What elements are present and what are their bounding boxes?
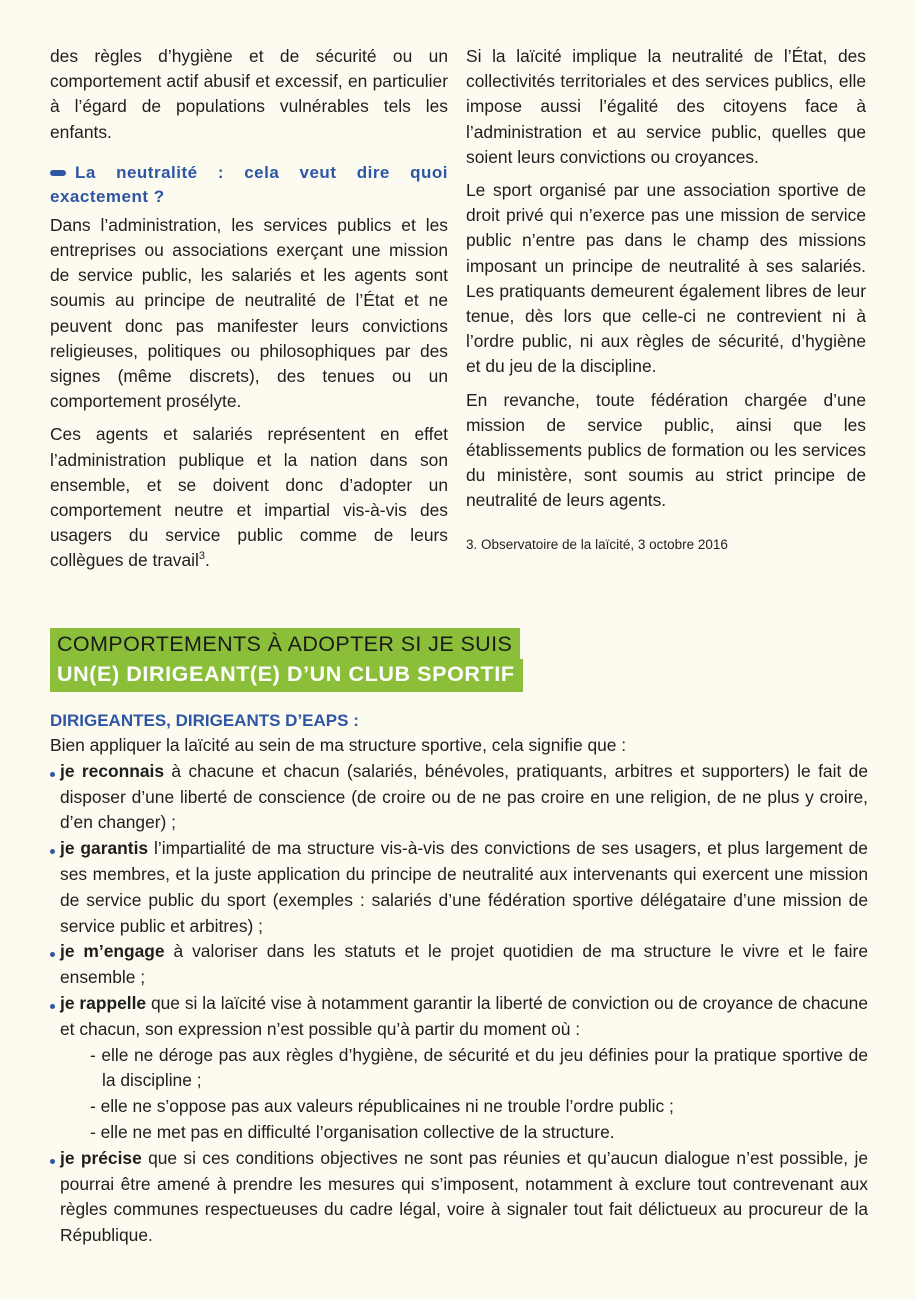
list-item — [50, 1146, 868, 1249]
bullet-text: que si la laïcité vise à notamment garantir la liberté de conviction ou de croyance de chacune et chacun, son expression n’est possible qu’à partir du moment où : — [60, 992, 868, 1039]
footnote-ref: 3 — [198, 550, 205, 563]
paragraph: En revanche, toute fédération chargée d’une mission de service public, ainsi que les établissements publics de formation ou les services du ministère, sont soumis au strict principe de neutralité de leurs agents. — [466, 389, 866, 511]
paragraph: Le sport organisé par une association sportive de droit privé qui n’exerce pas une mission de service public n’entre pas dans le champ des missions imposant un principe de neutralité à ses salariés. Les pratiquants demeurent également libres de leur tenue, dès lors que celle-ci ne contrevient ni à l’ordre public, ni aux règles de sécurité, d’hygiène et du jeu de la discipline. — [466, 180, 866, 377]
sub-list-item: - elle ne met pas en difficulté l’organisation collective de la structure. — [90, 1121, 615, 1142]
paragraph — [50, 422, 448, 573]
sub-list — [60, 1043, 868, 1146]
dash-bullet-icon — [50, 170, 66, 176]
bullet-list — [50, 759, 868, 1249]
paragraph: des règles d’hygiène et de sécurité ou un comportement actif abusif et excessif, en particulier à l’égard de populations vulnérables tels les enfants. — [50, 46, 448, 142]
bullet-bold: je reconnais — [60, 760, 165, 781]
paragraph-text: Ces agents et salariés représentent en effet l’administration publique et la nation dans son ensemble, et se doivent donc d’adopter un comportement neutre et impartial vis-à-vis des usagers du service public comme de leurs collègues de travail — [50, 424, 448, 571]
bullet-bold: je garantis — [60, 838, 149, 859]
bullet-dot-icon — [50, 1159, 55, 1164]
list-item — [50, 836, 868, 939]
list-item — [50, 991, 868, 1146]
bullet-dot-icon — [50, 849, 55, 854]
bullet-dot-icon — [50, 952, 55, 957]
bullet-text: que si ces conditions objectives ne sont pas réunies et qu’aucun dialogue n’est possible, je pourrai être amené à prendre les mesures qui s’imposent, notamment à exclure tout contrevenant aux règles communes respectueuses du cadre légal, voire à signaler tout fait délictueux au procureur de la République. — [60, 1147, 868, 1246]
bullet-bold: je précise — [60, 1147, 142, 1168]
subheading-text: La neutralité : cela veut dire quoi exactement ? — [50, 162, 448, 206]
section-banner — [50, 628, 523, 692]
bullet-text: à valoriser dans les statuts et le projet quotidien de ma structure le vivre et le faire ensemble ; — [60, 941, 868, 988]
banner-line-2: UN(E) DIRIGEANT(E) D’UN CLUB SPORTIF — [50, 659, 523, 692]
left-column — [50, 44, 448, 582]
right-column — [466, 44, 866, 562]
bullet-bold: je m’engage — [60, 941, 165, 962]
bullet-dot-icon — [50, 772, 55, 777]
bullet-bold: je rappelle — [60, 992, 147, 1013]
sub-list-item: - elle ne s’oppose pas aux valeurs républicaines ni ne trouble l’ordre public ; — [90, 1096, 674, 1117]
paragraph: Si la laïcité implique la neutralité de l’État, des collectivités territoriales et des services publics, elle impose aussi l’égalité des citoyens face à l’administration et au service public, quelles que soient leurs convictions ou croyances. — [466, 46, 866, 167]
list-item — [50, 939, 868, 991]
paragraph-end: . — [205, 550, 210, 571]
footnote: 3. Observatoire de la laïcité, 3 octobre 2016 — [466, 536, 728, 552]
subheading-neutralite — [50, 161, 448, 209]
section-title: DIRIGEANTES, DIRIGEANTS D’EAPS : — [50, 711, 359, 730]
dirigeants-section — [50, 708, 868, 1249]
sub-list-item: - elle ne déroge pas aux règles d’hygiène, de sécurité et du jeu définies pour la pratique sportive de la discipline ; — [90, 1044, 868, 1091]
paragraph: Dans l’administration, les services publics et les entreprises ou associations exerçant une mission de service public, les salariés et les agents sont soumis au principe de neutralité de l’État et ne peuvent donc pas manifester leurs convictions religieuses, politiques ou philosophiques par des signes (même discrets), des tenues ou un comportement prosélyte. — [50, 214, 448, 412]
bullet-text: à chacune et chacun (salariés, bénévoles, pratiquants, arbitres et supporters) le fait de disposer d’une liberté de conscience (de croire ou de ne pas croire en une religion, de ne plus y croire, d’en changer) ; — [60, 760, 868, 833]
section-intro: Bien appliquer la laïcité au sein de ma structure sportive, cela signifie que : — [50, 735, 627, 755]
list-item — [50, 759, 868, 836]
banner-line-1: COMPORTEMENTS À ADOPTER SI JE SUIS — [50, 628, 520, 659]
bullet-text: l’impartialité de ma structure vis-à-vis des convictions de ses usagers, et plus largement de ses membres, et la juste application du principe de neutralité aux intervenants qui exercent une mission de service public du sport (exemples : salariés d’une fédération sportive délégataire d’une mission de service public et arbitres) ; — [60, 838, 868, 936]
bullet-dot-icon — [50, 1004, 55, 1009]
